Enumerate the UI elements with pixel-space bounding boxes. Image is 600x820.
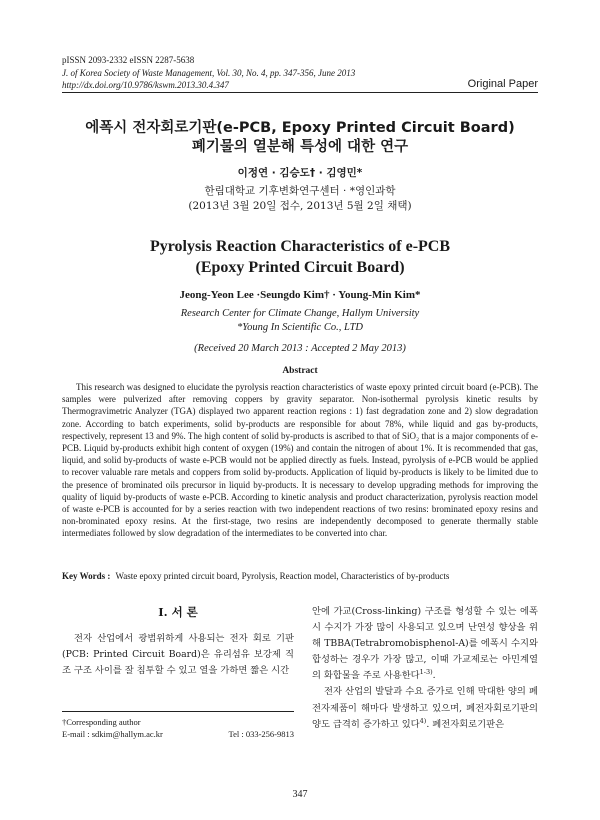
abstract-heading: Abstract <box>282 366 318 376</box>
english-authors: Jeong-Yeon Lee ·Seungdo Kim† · Young-Min Kim* <box>179 289 421 301</box>
intro-left-paragraph: 전자 산업에서 광범위하게 사용되는 전자 회로 기판(PCB: Printed Circuit Board)은 유리섬유 보강제 직조 구조 사이를 잘 침투할 수 있고 열을 가하면 짧은 시간 <box>62 633 294 677</box>
intro-right-text-2: 전자 산업의 발달과 수요 증가로 인해 막대한 양의 폐전자제품이 해마다 발생하고 있으며, 폐전자회로기판의 양도 급격히 증가하고 있다 <box>312 686 538 730</box>
header-divider <box>62 92 538 93</box>
korean-title-line2: 폐기물의 열분해 특성에 대한 연구 <box>191 139 409 155</box>
keywords-text: Waste epoxy printed circuit board, Pyrolysis, Reaction model, Characteristics of by-products <box>115 571 450 581</box>
english-affiliation-2: *Young In Scientific Co., LTD <box>237 322 363 333</box>
abstract-text: This research was designed to elucidate the pyrolysis reaction characteristics of waste epoxy printed circuit board (e-PCB). The samples were pulverized after removing coppers by gravity separator. Non-isothermal pyrolysis kinetic results by Thermogravimetric Analyzer (TGA) displayed two apparent reaction regions : 1) fast degradation zone and 2) slow degradation zone. According to batch experiments, solid by-products are responsible for about 78%, while liquid and gas by-products, respectively, represent 13 and 9%. The high content of solid by-products is ascribed to that of SiO₂ that is a major components of e-PCB. Liquid by-products exhibit high content of oxygen (19%) and contain the nitrogen of about 1%. It is recommended that gas, liquid, and solid by-products of waste e-PCB would not be applied directly as fuels. Instead, pyrolysis of e-PCB would be applied to recover valuable rare metals and coppers from solid by-products. Application of liquid by-products is likely to be limited due to the presence of brominated oils precursor in liquid by-products. It is necessary to develop upgrading methods for improving the quality of liquid by-products of waste e-PCB. According to kinetic analysis and product characterization, pyrolysis reaction model of waste e-PCB is accounted for by a series reaction with two independent reactions of two resins: brominated epoxy resins and non-brominated epoxy resins. At the first-stage, two resins are independently decomposed to generate thermally stable intermediates followed by slow degradation of the intermediates to be converted into char. <box>62 382 538 539</box>
issn-line: pISSN 2093-2332 eISSN 2287-5638 <box>62 55 195 65</box>
citation-ref-1: 1-3) <box>419 668 433 677</box>
english-author-block <box>62 288 538 356</box>
english-title-line1: Pyrolysis Reaction Characteristics of e-PCB <box>149 238 451 255</box>
korean-authors: 이정연 · 김승도† · 김영민* <box>237 167 363 179</box>
korean-author-block <box>62 166 538 214</box>
citation-ref-2: 4) <box>419 716 427 725</box>
footnote-contact <box>62 729 294 741</box>
keywords <box>62 571 538 581</box>
korean-received: (2013년 3월 20일 접수, 2013년 5월 2일 채택) <box>188 200 412 212</box>
journal-header <box>62 54 355 92</box>
journal-citation: J. of Korea Society of Waste Management, Vol. 30, No. 4, pp. 347-356, June 2013 <box>62 67 356 78</box>
doi-link[interactable]: http://dx.doi.org/10.9786/kswm.2013.30.4.347 <box>62 80 229 90</box>
footnote-corresponding: †Corresponding author <box>62 717 141 727</box>
intro-right-paragraph-1: 안에 가교(Cross-linking) 구조를 형성할 수 있는 에폭시 수지가 가장 많이 사용되고 있으며 난연성 향상을 위해 TBBA(Tetrabromobisphenol-A)를 에폭시 수지와 합성하는 경우가 가장 많고, 이때 가교제로는 아민계열의 화합물을 주로 사용한다$^{1-3)}$. <box>312 606 538 682</box>
intro-right-text-1: 안에 가교(Cross-linking) 구조를 형성할 수 있는 에폭시 수지가 가장 많이 사용되고 있으며 난연성 향상을 위해 TBBA(Tetrabromobisphenol-A)를 에폭시 수지와 합성하는 경우가 가장 많고, 이때 가교제로는 아민계열의 화합물을 주로 사용한다 <box>312 606 538 682</box>
english-title <box>62 236 538 278</box>
korean-title-line1: 에폭시 전자회로기판(e-PCB, Epoxy Printed Circuit Board) <box>85 120 515 136</box>
footnote-email[interactable]: E-mail : sdkim@hallym.ac.kr <box>62 728 163 739</box>
paper-type-label: Original Paper <box>467 78 538 90</box>
right-column <box>312 604 538 733</box>
intro-heading: I. 서 론 <box>158 605 198 619</box>
english-affiliation-1: Research Center for Climate Change, Hallym University <box>180 308 420 319</box>
korean-title <box>62 119 538 157</box>
keywords-label: Key Words : <box>62 571 111 581</box>
korean-affiliation: 한림대학교 기후변화연구센터 · *영인과학 <box>204 185 396 197</box>
english-received: (Received 20 March 2013 : Accepted 2 May 2013) <box>194 343 406 354</box>
footnote <box>62 711 294 740</box>
page-number: 347 <box>292 789 308 800</box>
english-title-line2: (Epoxy Printed Circuit Board) <box>195 259 405 276</box>
footnote-tel: Tel : 033-256-9813 <box>228 728 294 739</box>
left-column <box>62 604 294 679</box>
intro-right-text-2-tail: . 폐전자회로기판은 <box>426 718 505 730</box>
intro-right-paragraph-2 <box>312 684 538 732</box>
